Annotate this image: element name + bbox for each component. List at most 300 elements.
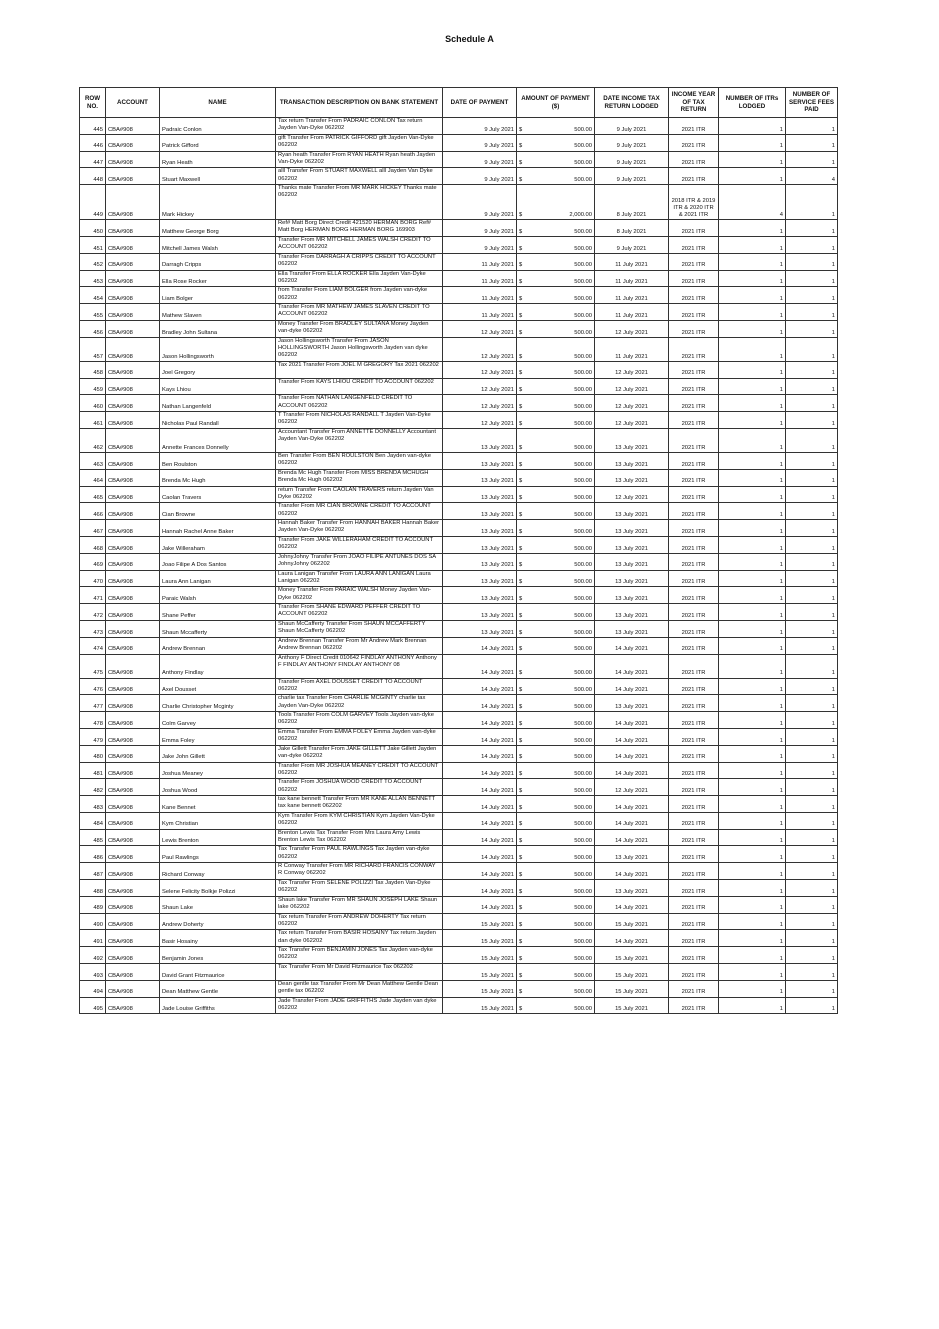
- amount-cell: [517, 395, 595, 412]
- name-cell: Selene Felicity Bolkje Polizzi: [160, 880, 276, 897]
- payment-date-cell: 15 July 2021: [443, 913, 517, 930]
- lodged-date-cell: 13 July 2021: [595, 880, 669, 897]
- account-cell: CBA#908: [106, 412, 160, 429]
- row-no-cell: 456: [80, 320, 106, 337]
- amount-cell: [517, 168, 595, 185]
- service-fees-cell: 1: [786, 712, 838, 729]
- account-cell: CBA#908: [106, 134, 160, 151]
- income-year-cell: 2021 ITR: [669, 913, 719, 930]
- table-row: [80, 168, 838, 185]
- currency-symbol: $: [519, 1006, 523, 1013]
- itrs-lodged-cell: 1: [719, 762, 786, 779]
- name-cell: Mark Hickey: [160, 185, 276, 220]
- account-cell: CBA#908: [106, 880, 160, 897]
- amount-value: 500.00: [574, 329, 592, 336]
- amount-cell: [517, 604, 595, 621]
- service-fees-cell: 1: [786, 486, 838, 503]
- name-cell: Richard Conway: [160, 863, 276, 880]
- lodged-date-cell: 14 July 2021: [595, 930, 669, 947]
- description-cell: Ryan heath Transfer From RYAN HEATH Ryan heath Jayden Van-Dyke 062202: [276, 151, 443, 168]
- name-cell: Andrew Brennan: [160, 637, 276, 654]
- description-cell: Laura Lanigan Transfer From LAURA ANN LANIGAN Laura Lanigan 062202: [276, 570, 443, 587]
- currency-symbol: $: [519, 972, 523, 979]
- description-cell: Thanks mate Transfer From MR MARK HICKEY Thanks mate 062202: [276, 185, 443, 220]
- amount-cell: [517, 863, 595, 880]
- amount-cell: [517, 930, 595, 947]
- amount-cell: [517, 287, 595, 304]
- payment-date-cell: 9 July 2021: [443, 185, 517, 220]
- row-no-cell: 481: [80, 762, 106, 779]
- row-no-cell: 448: [80, 168, 106, 185]
- lodged-date-cell: 14 July 2021: [595, 762, 669, 779]
- row-no-cell: 488: [80, 880, 106, 897]
- income-year-cell: 2021 ITR: [669, 587, 719, 604]
- itrs-lodged-cell: 1: [719, 913, 786, 930]
- name-cell: Charlie Christopher Mcginty: [160, 695, 276, 712]
- lodged-date-cell: 13 July 2021: [595, 520, 669, 537]
- amount-cell: [517, 728, 595, 745]
- account-cell: CBA#908: [106, 553, 160, 570]
- account-cell: CBA#908: [106, 947, 160, 964]
- amount-cell: [517, 980, 595, 997]
- lodged-date-cell: 8 July 2021: [595, 220, 669, 237]
- description-cell: Money Transfer From PARAIC WALSH Money Jayden Van-Dyke 062202: [276, 587, 443, 604]
- name-cell: Jason Hollingsworth: [160, 337, 276, 361]
- income-year-cell: 2021 ITR: [669, 846, 719, 863]
- name-cell: Mitchell James Walsh: [160, 236, 276, 253]
- lodged-date-cell: 12 July 2021: [595, 378, 669, 395]
- itrs-lodged-cell: 1: [719, 503, 786, 520]
- service-fees-cell: 4: [786, 168, 838, 185]
- itrs-lodged-cell: 1: [719, 880, 786, 897]
- service-fees-cell: 1: [786, 304, 838, 321]
- amount-cell: [517, 151, 595, 168]
- currency-symbol: $: [519, 312, 523, 319]
- lodged-date-cell: 11 July 2021: [595, 270, 669, 287]
- service-fees-cell: 1: [786, 253, 838, 270]
- income-year-cell: 2021 ITR: [669, 997, 719, 1014]
- itrs-lodged-cell: 1: [719, 536, 786, 553]
- table-row: [80, 620, 838, 637]
- row-no-cell: 479: [80, 728, 106, 745]
- currency-symbol: $: [519, 595, 523, 602]
- currency-symbol: $: [519, 989, 523, 996]
- itrs-lodged-cell: 1: [719, 118, 786, 135]
- name-cell: Benjamin Jones: [160, 947, 276, 964]
- income-year-cell: 2021 ITR: [669, 536, 719, 553]
- amount-value: 500.00: [574, 1006, 592, 1013]
- account-cell: CBA#908: [106, 428, 160, 452]
- description-cell: Shaun lake Transfer From MR SHAUN JOSEPH LAKE Shaun lake 062202: [276, 896, 443, 913]
- amount-value: 500.00: [574, 495, 592, 502]
- lodged-date-cell: 13 July 2021: [595, 846, 669, 863]
- service-fees-cell: 1: [786, 913, 838, 930]
- row-no-cell: 458: [80, 361, 106, 378]
- description-cell: Tax return Transfer From ANDREW DOHERTY Tax return 062202: [276, 913, 443, 930]
- lodged-date-cell: 15 July 2021: [595, 964, 669, 981]
- name-cell: Joao Filipe A Dos Santos: [160, 553, 276, 570]
- itrs-lodged-cell: 1: [719, 812, 786, 829]
- description-cell: Tax Transfer From PAUL RAWLINGS Tax Jayden van-dyke 062202: [276, 846, 443, 863]
- amount-cell: [517, 220, 595, 237]
- amount-value: 500.00: [574, 972, 592, 979]
- payment-date-cell: 9 July 2021: [443, 236, 517, 253]
- payment-date-cell: 14 July 2021: [443, 762, 517, 779]
- account-cell: CBA#908: [106, 503, 160, 520]
- table-row: [80, 270, 838, 287]
- table-row: [80, 762, 838, 779]
- payment-date-cell: 15 July 2021: [443, 997, 517, 1014]
- itrs-lodged-cell: 1: [719, 168, 786, 185]
- row-no-cell: 476: [80, 678, 106, 695]
- row-no-cell: 469: [80, 553, 106, 570]
- itrs-lodged-cell: 1: [719, 270, 786, 287]
- lodged-date-cell: 14 July 2021: [595, 745, 669, 762]
- amount-cell: [517, 134, 595, 151]
- service-fees-cell: 1: [786, 395, 838, 412]
- row-no-cell: 445: [80, 118, 106, 135]
- payment-date-cell: 13 July 2021: [443, 469, 517, 486]
- currency-symbol: $: [519, 720, 523, 727]
- currency-symbol: $: [519, 279, 523, 286]
- income-year-cell: 2021 ITR: [669, 678, 719, 695]
- table-row: [80, 812, 838, 829]
- lodged-date-cell: 14 July 2021: [595, 712, 669, 729]
- service-fees-cell: 1: [786, 620, 838, 637]
- lodged-date-cell: 14 July 2021: [595, 829, 669, 846]
- payment-date-cell: 13 July 2021: [443, 620, 517, 637]
- name-cell: Dean Matthew Gentle: [160, 980, 276, 997]
- payment-date-cell: 12 July 2021: [443, 378, 517, 395]
- itrs-lodged-cell: 1: [719, 712, 786, 729]
- currency-symbol: $: [519, 629, 523, 636]
- name-cell: Kays Lhiou: [160, 378, 276, 395]
- account-cell: CBA#908: [106, 536, 160, 553]
- name-cell: Darragh Cripps: [160, 253, 276, 270]
- currency-symbol: $: [519, 461, 523, 468]
- service-fees-cell: 1: [786, 930, 838, 947]
- service-fees-cell: 1: [786, 637, 838, 654]
- currency-symbol: $: [519, 905, 523, 912]
- service-fees-cell: 1: [786, 536, 838, 553]
- account-cell: CBA#908: [106, 913, 160, 930]
- amount-value: 500.00: [574, 922, 592, 929]
- itrs-lodged-cell: 1: [719, 253, 786, 270]
- table-row: [80, 930, 838, 947]
- payment-date-cell: 11 July 2021: [443, 304, 517, 321]
- payment-date-cell: 13 July 2021: [443, 428, 517, 452]
- income-year-cell: 2021 ITR: [669, 896, 719, 913]
- service-fees-cell: 1: [786, 337, 838, 361]
- itrs-lodged-cell: 1: [719, 337, 786, 361]
- row-no-cell: 489: [80, 896, 106, 913]
- account-cell: CBA#908: [106, 337, 160, 361]
- amount-value: 500.00: [574, 838, 592, 845]
- payment-date-cell: 9 July 2021: [443, 151, 517, 168]
- amount-cell: [517, 253, 595, 270]
- payment-date-cell: 15 July 2021: [443, 964, 517, 981]
- itrs-lodged-cell: 1: [719, 980, 786, 997]
- lodged-date-cell: 14 July 2021: [595, 863, 669, 880]
- account-cell: CBA#908: [106, 964, 160, 981]
- name-cell: Jake Willeraham: [160, 536, 276, 553]
- description-cell: Shaun McCafferty Transfer From SHAUN MCCAFFERTY Shaun McCafferty 062202: [276, 620, 443, 637]
- amount-cell: [517, 570, 595, 587]
- amount-value: 500.00: [574, 703, 592, 710]
- table-row: [80, 980, 838, 997]
- name-cell: Annette Frances Donnelly: [160, 428, 276, 452]
- description-cell: Tax return Transfer From PADRAIC CONLON Tax return Jayden Van-Dyke 062202: [276, 118, 443, 135]
- row-no-cell: 446: [80, 134, 106, 151]
- income-year-cell: 2021 ITR: [669, 304, 719, 321]
- payment-date-cell: 15 July 2021: [443, 947, 517, 964]
- itrs-lodged-cell: 1: [719, 412, 786, 429]
- amount-value: 500.00: [574, 612, 592, 619]
- table-row: [80, 570, 838, 587]
- service-fees-cell: 1: [786, 604, 838, 621]
- col-header-income-year: INCOME YEAR OF TAX RETURN: [669, 88, 719, 118]
- service-fees-cell: 1: [786, 829, 838, 846]
- currency-symbol: $: [519, 922, 523, 929]
- description-cell: Transfer From DARRAGH A CRIPPS CREDIT TO ACCOUNT 062202: [276, 253, 443, 270]
- amount-value: 500.00: [574, 176, 592, 183]
- description-cell: Money Transfer From BRADLEY SULTANA Money Jayden van-dyke 062202: [276, 320, 443, 337]
- description-cell: tax kane bennett Transfer From MR KANE ALLAN BENNETT tax kane bennett 062202: [276, 796, 443, 813]
- amount-cell: [517, 452, 595, 469]
- amount-value: 500.00: [574, 804, 592, 811]
- description-cell: Brenda Mc Hugh Transfer From MISS BRENDA MCHUGH Brenda Mc Hugh 062202: [276, 469, 443, 486]
- service-fees-cell: 1: [786, 361, 838, 378]
- amount-value: 500.00: [574, 160, 592, 167]
- amount-value: 500.00: [574, 562, 592, 569]
- account-cell: CBA#908: [106, 469, 160, 486]
- itrs-lodged-cell: 4: [719, 185, 786, 220]
- account-cell: CBA#908: [106, 695, 160, 712]
- amount-cell: [517, 745, 595, 762]
- service-fees-cell: 1: [786, 745, 838, 762]
- row-no-cell: 491: [80, 930, 106, 947]
- table-row: [80, 728, 838, 745]
- income-year-cell: 2021 ITR: [669, 503, 719, 520]
- currency-symbol: $: [519, 787, 523, 794]
- amount-value: 500.00: [574, 905, 592, 912]
- amount-value: 500.00: [574, 687, 592, 694]
- amount-cell: [517, 796, 595, 813]
- description-cell: Tax Transfer From SELENE POLIZZI Tax Jayden Van-Dyke 062202: [276, 880, 443, 897]
- col-header-name: NAME: [160, 88, 276, 118]
- service-fees-cell: 1: [786, 270, 838, 287]
- income-year-cell: 2018 ITR & 2019 ITR & 2020 ITR & 2021 ITR: [669, 185, 719, 220]
- name-cell: Lewis Brenton: [160, 829, 276, 846]
- amount-value: 500.00: [574, 528, 592, 535]
- itrs-lodged-cell: 1: [719, 863, 786, 880]
- row-no-cell: 492: [80, 947, 106, 964]
- row-no-cell: 490: [80, 913, 106, 930]
- table-row: [80, 637, 838, 654]
- payment-date-cell: 13 July 2021: [443, 553, 517, 570]
- itrs-lodged-cell: 1: [719, 964, 786, 981]
- row-no-cell: 486: [80, 846, 106, 863]
- itrs-lodged-cell: 1: [719, 678, 786, 695]
- income-year-cell: 2021 ITR: [669, 762, 719, 779]
- name-cell: Joel Gregory: [160, 361, 276, 378]
- currency-symbol: $: [519, 387, 523, 394]
- account-cell: CBA#908: [106, 486, 160, 503]
- currency-symbol: $: [519, 126, 523, 133]
- amount-value: 500.00: [574, 955, 592, 962]
- payment-date-cell: 9 July 2021: [443, 220, 517, 237]
- lodged-date-cell: 13 July 2021: [595, 536, 669, 553]
- table-row: [80, 151, 838, 168]
- name-cell: Caolan Travers: [160, 486, 276, 503]
- table-row: [80, 779, 838, 796]
- account-cell: CBA#908: [106, 796, 160, 813]
- row-no-cell: 477: [80, 695, 106, 712]
- description-cell: Accountant Transfer From ANNETTE DONNELLY Accountant Jayden Van-Dyke 062202: [276, 428, 443, 452]
- service-fees-cell: 1: [786, 570, 838, 587]
- payment-date-cell: 13 July 2021: [443, 536, 517, 553]
- lodged-date-cell: 13 July 2021: [595, 452, 669, 469]
- account-cell: CBA#908: [106, 118, 160, 135]
- col-header-amount: AMOUNT OF PAYMENT ($): [517, 88, 595, 118]
- payment-date-cell: 12 July 2021: [443, 395, 517, 412]
- account-cell: CBA#908: [106, 361, 160, 378]
- account-cell: CBA#908: [106, 253, 160, 270]
- description-cell: Transfer From AXEL DOUSSET CREDIT TO ACCOUNT 062202: [276, 678, 443, 695]
- row-no-cell: 463: [80, 452, 106, 469]
- lodged-date-cell: 9 July 2021: [595, 118, 669, 135]
- itrs-lodged-cell: 1: [719, 486, 786, 503]
- description-cell: Tools Transfer From COLM GARVEY Tools Jayden van-dyke 062202: [276, 712, 443, 729]
- lodged-date-cell: 14 July 2021: [595, 896, 669, 913]
- income-year-cell: 2021 ITR: [669, 930, 719, 947]
- amount-value: 500.00: [574, 143, 592, 150]
- account-cell: CBA#908: [106, 620, 160, 637]
- payment-date-cell: 9 July 2021: [443, 118, 517, 135]
- amount-value: 500.00: [574, 387, 592, 394]
- amount-cell: [517, 236, 595, 253]
- itrs-lodged-cell: 1: [719, 395, 786, 412]
- name-cell: Brenda Mc Hugh: [160, 469, 276, 486]
- table-header-row: [80, 88, 838, 118]
- payment-date-cell: 14 July 2021: [443, 654, 517, 678]
- amount-cell: [517, 695, 595, 712]
- table-row: [80, 846, 838, 863]
- table-row: [80, 185, 838, 220]
- table-row: [80, 337, 838, 361]
- amount-value: 500.00: [574, 771, 592, 778]
- row-no-cell: 495: [80, 997, 106, 1014]
- income-year-cell: 2021 ITR: [669, 604, 719, 621]
- row-no-cell: 471: [80, 587, 106, 604]
- table-row: [80, 469, 838, 486]
- account-cell: CBA#908: [106, 570, 160, 587]
- itrs-lodged-cell: 1: [719, 947, 786, 964]
- lodged-date-cell: 13 July 2021: [595, 587, 669, 604]
- itrs-lodged-cell: 1: [719, 220, 786, 237]
- payment-date-cell: 14 July 2021: [443, 846, 517, 863]
- service-fees-cell: 1: [786, 980, 838, 997]
- amount-value: 500.00: [574, 545, 592, 552]
- description-cell: Transfer From MR JOSHUA MEANEY CREDIT TO ACCOUNT 062202: [276, 762, 443, 779]
- table-row: [80, 320, 838, 337]
- income-year-cell: 2021 ITR: [669, 947, 719, 964]
- itrs-lodged-cell: 1: [719, 553, 786, 570]
- account-cell: CBA#908: [106, 520, 160, 537]
- name-cell: David Grant Fitzmaurice: [160, 964, 276, 981]
- name-cell: Mathew Slaven: [160, 304, 276, 321]
- name-cell: Cian Browne: [160, 503, 276, 520]
- payment-date-cell: 15 July 2021: [443, 930, 517, 947]
- account-cell: CBA#908: [106, 712, 160, 729]
- itrs-lodged-cell: 1: [719, 287, 786, 304]
- currency-symbol: $: [519, 329, 523, 336]
- payment-date-cell: 14 July 2021: [443, 880, 517, 897]
- account-cell: CBA#908: [106, 846, 160, 863]
- amount-cell: [517, 913, 595, 930]
- lodged-date-cell: 14 July 2021: [595, 796, 669, 813]
- amount-cell: [517, 762, 595, 779]
- row-no-cell: 473: [80, 620, 106, 637]
- payment-date-cell: 14 July 2021: [443, 829, 517, 846]
- amount-value: 500.00: [574, 295, 592, 302]
- income-year-cell: 2021 ITR: [669, 812, 719, 829]
- income-year-cell: 2021 ITR: [669, 863, 719, 880]
- account-cell: CBA#908: [106, 168, 160, 185]
- lodged-date-cell: 14 July 2021: [595, 728, 669, 745]
- currency-symbol: $: [519, 353, 523, 360]
- currency-symbol: $: [519, 838, 523, 845]
- service-fees-cell: 1: [786, 220, 838, 237]
- account-cell: CBA#908: [106, 604, 160, 621]
- account-cell: CBA#908: [106, 896, 160, 913]
- description-cell: Ella Transfer From ELLA ROCKER Ella Jayden Van-Dyke 062202: [276, 270, 443, 287]
- itrs-lodged-cell: 1: [719, 151, 786, 168]
- payment-date-cell: 15 July 2021: [443, 980, 517, 997]
- itrs-lodged-cell: 1: [719, 930, 786, 947]
- name-cell: Ben Roulston: [160, 452, 276, 469]
- income-year-cell: 2021 ITR: [669, 880, 719, 897]
- service-fees-cell: 1: [786, 863, 838, 880]
- currency-symbol: $: [519, 143, 523, 150]
- row-no-cell: 483: [80, 796, 106, 813]
- description-cell: Transfer From JOSHUA WOOD CREDIT TO ACCOUNT 062202: [276, 779, 443, 796]
- itrs-lodged-cell: 1: [719, 695, 786, 712]
- income-year-cell: 2021 ITR: [669, 361, 719, 378]
- currency-symbol: $: [519, 495, 523, 502]
- itrs-lodged-cell: 1: [719, 779, 786, 796]
- payment-date-cell: 13 July 2021: [443, 452, 517, 469]
- amount-cell: [517, 654, 595, 678]
- income-year-cell: 2021 ITR: [669, 728, 719, 745]
- currency-symbol: $: [519, 228, 523, 235]
- service-fees-cell: 1: [786, 287, 838, 304]
- row-no-cell: 450: [80, 220, 106, 237]
- name-cell: Hannah Rachel Anne Baker: [160, 520, 276, 537]
- itrs-lodged-cell: 1: [719, 745, 786, 762]
- table-row: [80, 796, 838, 813]
- itrs-lodged-cell: 1: [719, 620, 786, 637]
- description-cell: Transfer From SHANE EDWARD PEFFER CREDIT TO ACCOUNT 062202: [276, 604, 443, 621]
- income-year-cell: 2021 ITR: [669, 270, 719, 287]
- table-row: [80, 863, 838, 880]
- description-cell: Tax return Transfer From BASIR HOSAINY Tax return Jayden dan dyke 062202: [276, 930, 443, 947]
- account-cell: CBA#908: [106, 320, 160, 337]
- itrs-lodged-cell: 1: [719, 846, 786, 863]
- lodged-date-cell: 9 July 2021: [595, 134, 669, 151]
- name-cell: Joshua Meaney: [160, 762, 276, 779]
- service-fees-cell: 1: [786, 779, 838, 796]
